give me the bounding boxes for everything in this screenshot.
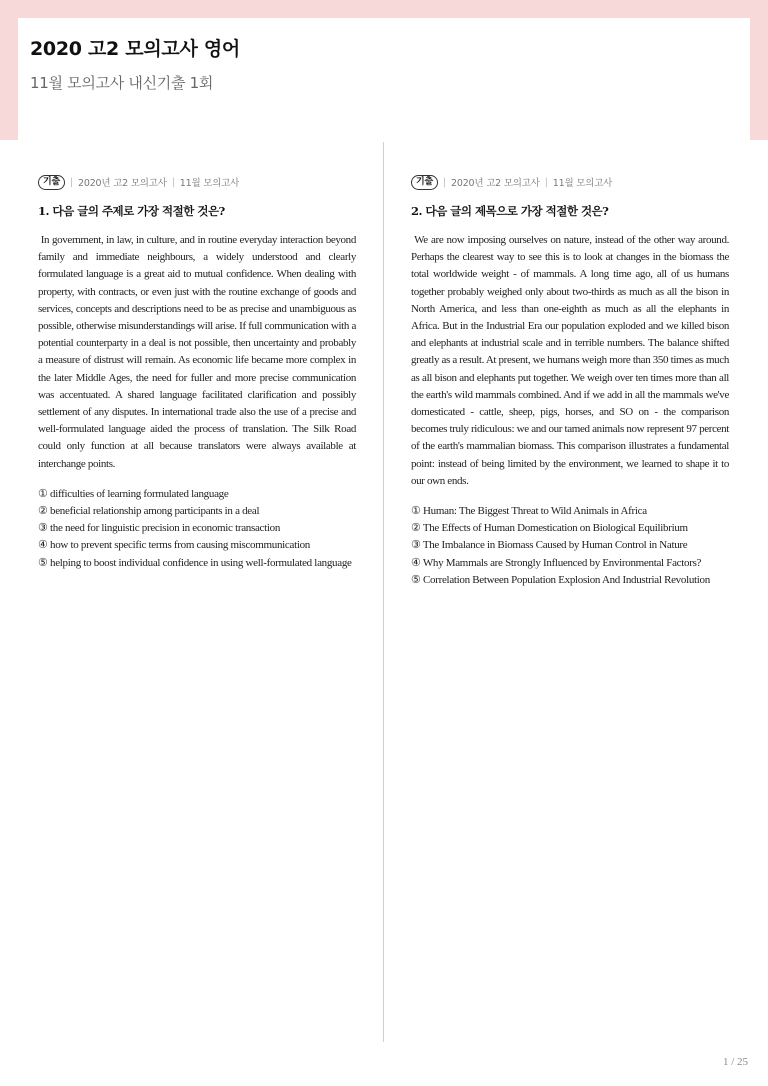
column-divider: [383, 142, 384, 1042]
choice-1: ① Human: The Biggest Threat to Wild Animals in Africa: [411, 505, 647, 518]
meta-separator: |: [70, 176, 74, 188]
choice-3: ③ The Imbalance in Biomass Caused by Human Control in Nature: [411, 539, 688, 552]
exam-badge: 기출: [38, 175, 65, 190]
exam-source: 2020년 고2 모의고사: [451, 178, 540, 189]
choice-4: ④ how to prevent specific terms from causing miscommunication: [38, 539, 310, 552]
page-number: 1 / 25: [722, 1056, 748, 1068]
meta-separator: |: [171, 176, 175, 188]
meta-separator: |: [544, 176, 548, 188]
document-title: 2020 고2 모의고사 영어: [30, 38, 240, 60]
exam-month: 11월 모의고사: [552, 178, 613, 189]
choice-5: ⑤ helping to boost individual confidence in using well-formulated language: [38, 556, 352, 569]
question-1-prompt: 1. 다음 글의 주제로 가장 적절한 것은?: [38, 204, 225, 218]
question-1-passage: In government, in law, in culture, and in routine everyday interaction beyond family and immediate neighbours, a widely understood and clearly formulated language is a great aid to mutual confidence. When dealing with property, with contracts, or even just with the routine exchange of goods and services, concepts and descriptions need to be as precise and unambiguous as possible, otherwise misunderstandings will arise. If full communication with a potential counterparty in a deal is not possible, then uncertainty and probably a measure of distrust will remain. As economic life became more complex in the later Middle Ages, the need for fuller and more precise communication was accentuated. A shared language facilitated clarification and possibly settlement of any disputes. In international trade also the use of a precise and well-formulated language aided the process of translation. The Silk Road could only function at all because translators were always available at interchange points.: [38, 234, 356, 470]
exam-source: 2020년 고2 모의고사: [78, 178, 167, 189]
question-2-column: [411, 174, 729, 589]
choice-2: ② The Effects of Human Domestication on Biological Equilibrium: [411, 522, 688, 535]
choice-4: ④ Why Mammals are Strongly Influenced by Environmental Factors?: [411, 556, 702, 569]
question-1-choices: [38, 486, 356, 572]
question-1-column: [38, 174, 356, 572]
question-1-meta: [38, 174, 356, 190]
choice-1: ① difficulties of learning formulated language: [38, 487, 229, 500]
choice-3: ③ the need for linguistic precision in economic transaction: [38, 522, 281, 535]
choice-5: ⑤ Correlation Between Population Explosion And Industrial Revolution: [411, 573, 710, 586]
exam-month: 11월 모의고사: [179, 178, 240, 189]
question-2-passage: We are now imposing ourselves on nature, instead of the other way around. Perhaps the clearest way to see this is to look at changes in the biomass the total worldwide weight - of mammals. A long time ago, all of us humans together probably weighed only about two-thirds as much as all the bison in North America, and less than one-eighth as much as all the elephants in Africa. But in the Industrial Era our population exploded and we killed bison and elephants at industrial scale and in terrible numbers. The balance shifted greatly as a result. At present, we humans weigh more than 350 times as much as all bison and elephants put together. We weigh over ten times more than all the earth's wild mammals combined. And if we add in all the mammals we've domesticated - cattle, sheep, pigs, horses, and SO on - the comparison becomes truly ridiculous: we and our tamed animals now represent 97 percent of the earth's mammalian biomass. This comparison illustrates a fundamental point: instead of being limited by the environment, we learned to shape it to our own ends.: [411, 234, 729, 487]
question-2-meta: [411, 174, 729, 190]
question-2-choices: [411, 503, 729, 589]
choice-2: ② beneficial relationship among participants in a deal: [38, 505, 260, 518]
question-2-prompt: 2. 다음 글의 제목으로 가장 적절한 것은?: [411, 204, 609, 218]
document-subtitle: 11월 모의고사 내신기출 1회: [30, 74, 214, 92]
meta-separator: |: [443, 176, 447, 188]
exam-badge: 기출: [411, 175, 438, 190]
